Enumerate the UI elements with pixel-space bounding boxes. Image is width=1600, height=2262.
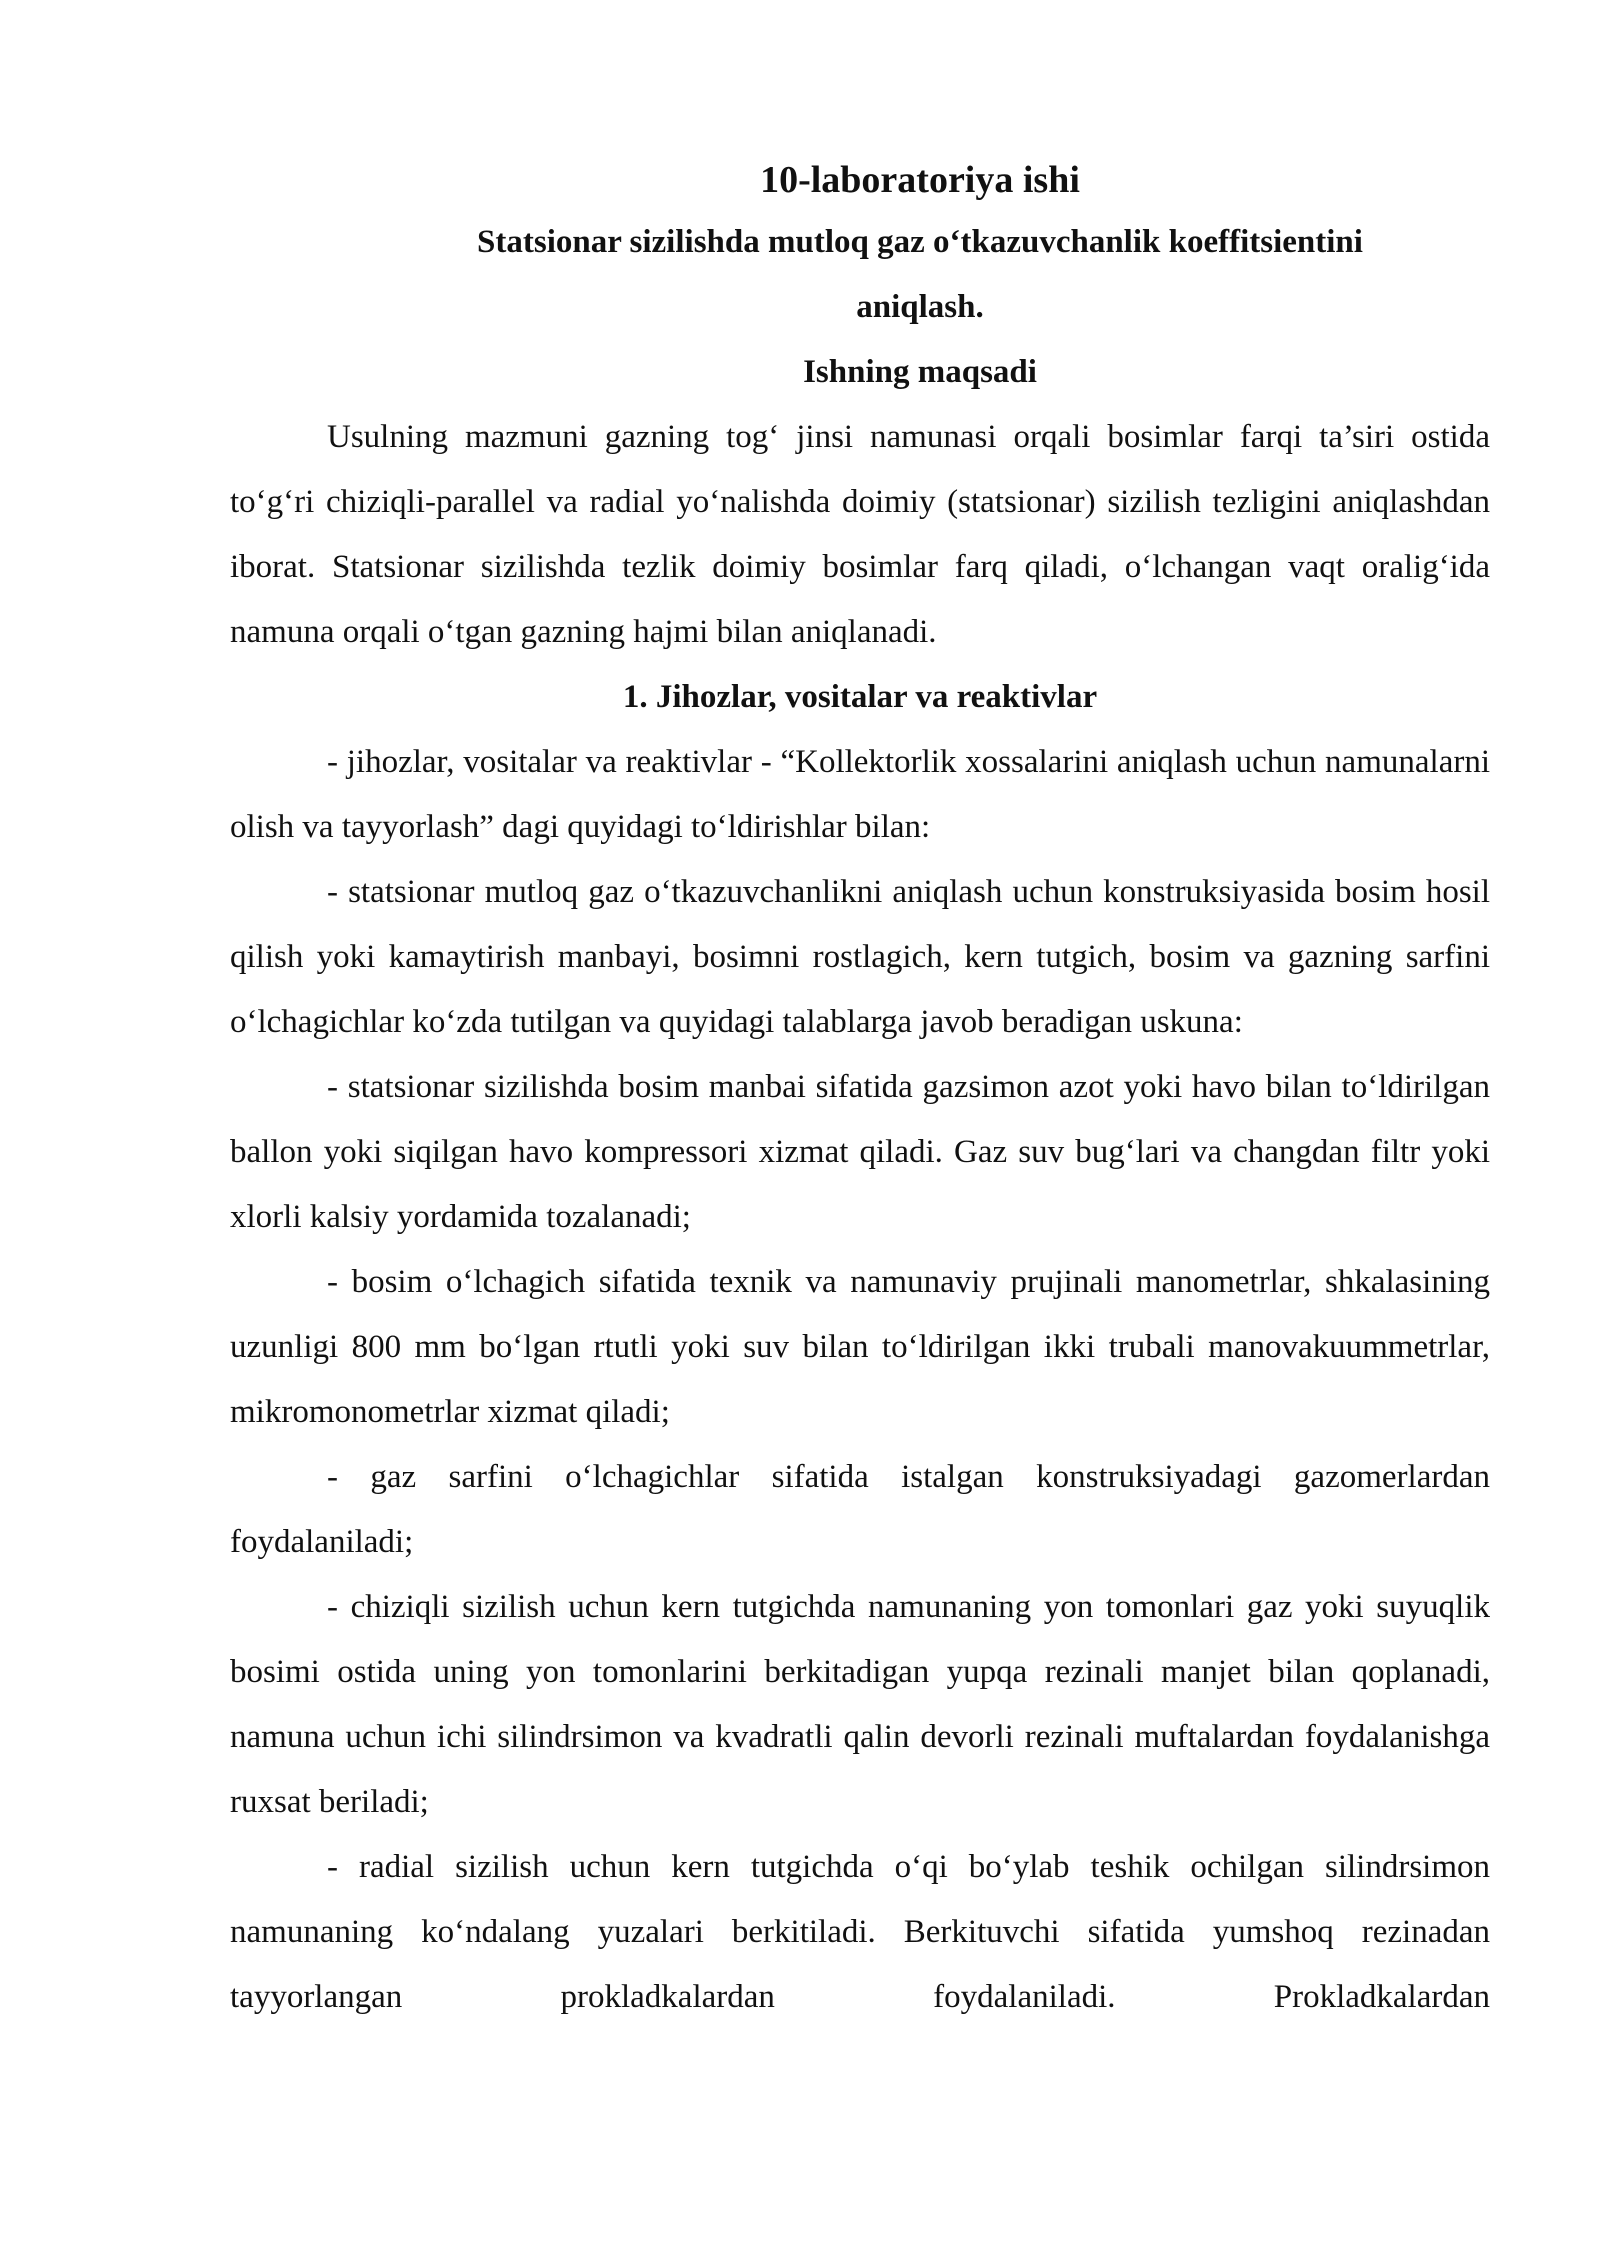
list-paragraph: - radial sizilish uchun kern tutgichda o‘qi bo‘ylab teshik ochilgan silindrsimon namunaning ko‘ndalang yuzalari berkitiladi. Berkituvchi sifatida yumshoq rezinadan tayyorlangan prokladkalardan foydalaniladi. Prokladkalardan <box>230 1849 1490 2015</box>
list-paragraph: - bosim o‘lchagich sifatida texnik va namunaviy prujinali manometrlar, shkalasining uzunligi 800 mm bo‘lgan rtutli yoki suv bilan to‘ldirilgan ikki trubali manovakuummetrlar, mikromonometrlar xizmat qiladi; <box>230 1264 1490 1430</box>
document-subtitle-line-2: aniqlash. <box>856 289 984 325</box>
list-paragraph: - statsionar mutloq gaz o‘tkazuvchanlikni aniqlash uchun konstruksiyasida bosim hosil qilish yoki kamaytirish manbayi, bosimni rostlagich, kern tutgich, bosim va gazning sarfini o‘lchagichlar ko‘zda tutilgan va quyidagi talablarga javob beradigan uskuna: <box>230 874 1490 1040</box>
list-paragraph: - gaz sarfini o‘lchagichlar sifatida istalgan konstruksiyadagi gazomerlardan foydalaniladi; <box>230 1459 1490 1560</box>
section-heading-equipment: 1. Jihozlar, vositalar va reaktivlar <box>622 679 1098 715</box>
list-paragraph: - statsionar sizilishda bosim manbai sifatida gazsimon azot yoki havo bilan to‘ldirilgan ballon yoki siqilgan havo kompressori xizmat qiladi. Gaz suv bug‘lari va changdan filtr yoki xlorli kalsiy yordamida tozalanadi; <box>230 1069 1490 1235</box>
goal-paragraph: Usulning mazmuni gazning tog‘ jinsi namunasi orqali bosimlar farqi ta’siri ostida to‘g‘ri chiziqli-parallel va radial yo‘nalishda doimiy (statsionar) sizilish tezligini aniqlashdan iborat. Statsionar sizilishda tezlik doimiy bosimlar farq qiladi, o‘lchangan vaqt oralig‘ida namuna orqali o‘tgan gazning hajmi bilan aniqlanadi. <box>230 419 1490 650</box>
section-heading-goal: Ishning maqsadi <box>803 354 1037 390</box>
list-paragraph: - jihozlar, vositalar va reaktivlar - “Kollektorlik xossalarini aniqlash uchun namunalarni olish va tayyorlash” dagi quyidagi to‘ldirishlar bilan: <box>230 744 1490 845</box>
document-page <box>230 150 1490 2030</box>
list-paragraph: - chiziqli sizilish uchun kern tutgichda namunaning yon tomonlari gaz yoki suyuqlik bosimi ostida uning yon tomonlarini berkitadigan yupqa rezinali manjet bilan qoplanadi, namuna uchun ichi silindrsimon va kvadratli qalin devorli rezinali muftalardan foydalanishga ruxsat beriladi; <box>230 1589 1490 1820</box>
document-subtitle-line-1: Statsionar sizilishda mutloq gaz o‘tkazuvchanlik koeffitsientini <box>477 224 1363 260</box>
document-title: 10-laboratoriya ishi <box>760 159 1080 201</box>
